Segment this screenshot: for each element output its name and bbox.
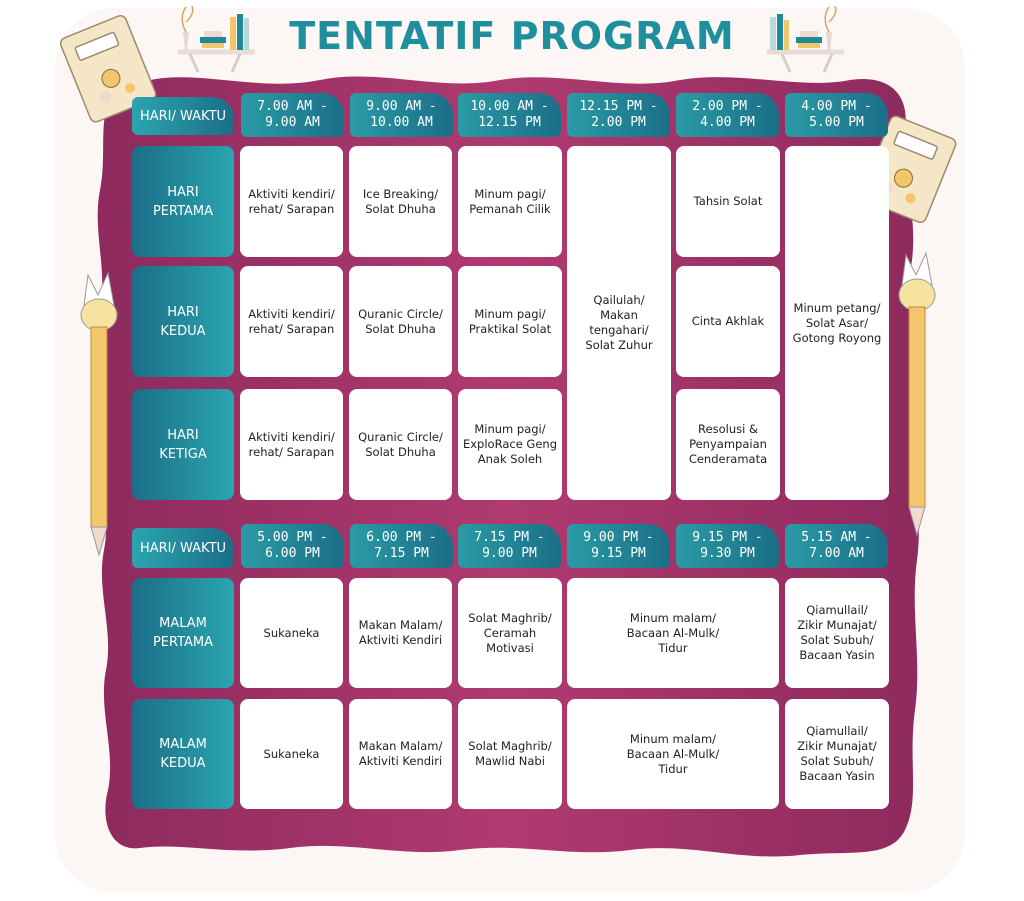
- activity-cell: Resolusi & Penyampaian Cenderamata: [676, 389, 780, 500]
- activity-cell: Aktiviti kendiri/ rehat/ Sarapan: [240, 146, 343, 257]
- day-header-label: HARI/ WAKTU: [132, 97, 234, 135]
- activity-cell-span: Minum petang/ Solat Asar/ Gotong Royong: [785, 146, 889, 500]
- activity-cell: Makan Malam/ Aktiviti Kendiri: [349, 699, 452, 809]
- shelf-left-icon: [170, 2, 260, 77]
- activity-cell: Tahsin Solat: [676, 146, 780, 257]
- activity-cell: Minum pagi/ Praktikal Solat: [458, 266, 562, 377]
- night-time-slot-3: 7.15 PM - 9.00 PM: [458, 524, 561, 568]
- activity-cell: Makan Malam/ Aktiviti Kendiri: [349, 578, 452, 688]
- activity-cell: Sukaneka: [240, 578, 343, 688]
- activity-cell: Quranic Circle/ Solat Dhuha: [349, 389, 452, 500]
- activity-cell: Quranic Circle/ Solat Dhuha: [349, 266, 452, 377]
- activity-cell: Minum pagi/ ExploRace Geng Anak Soleh: [458, 389, 562, 500]
- day-label-1: HARI PERTAMA: [132, 146, 234, 257]
- shelf-right-icon: [762, 2, 852, 77]
- day-time-slot-5: 2.00 PM - 4.00 PM: [676, 93, 779, 137]
- night-time-slot-2: 6.00 PM - 7.15 PM: [350, 524, 453, 568]
- page-title: TENTATIF PROGRAM: [289, 14, 735, 58]
- activity-cell: Solat Maghrib/ Mawlid Nabi: [458, 699, 562, 809]
- activity-cell-span: Minum malam/ Bacaan Al-Mulk/ Tidur: [567, 699, 779, 809]
- night-time-slot-4: 9.00 PM - 9.15 PM: [567, 524, 670, 568]
- activity-cell-span: Qailulah/ Makan tengahari/ Solat Zuhur: [567, 146, 671, 500]
- day-time-slot-6: 4.00 PM - 5.00 PM: [785, 93, 888, 137]
- day-label-3: HARI KETIGA: [132, 389, 234, 500]
- night-time-slot-1: 5.00 PM - 6.00 PM: [241, 524, 344, 568]
- night-header-label: HARI/ WAKTU: [132, 528, 234, 568]
- activity-cell-span: Minum malam/ Bacaan Al-Mulk/ Tidur: [567, 578, 779, 688]
- night-label-1: MALAM PERTAMA: [132, 578, 234, 688]
- night-time-slot-5: 9.15 PM - 9.30 PM: [676, 524, 779, 568]
- day-time-slot-2: 9.00 AM - 10.00 AM: [350, 93, 453, 137]
- activity-cell: Solat Maghrib/ Ceramah Motivasi: [458, 578, 562, 688]
- activity-cell: Cinta Akhlak: [676, 266, 780, 377]
- activity-cell: Aktiviti kendiri/ rehat/ Sarapan: [240, 389, 343, 500]
- day-time-slot-4: 12.15 PM - 2.00 PM: [567, 93, 670, 137]
- night-time-slot-6: 5.15 AM - 7.00 AM: [785, 524, 888, 568]
- activity-cell: Aktiviti kendiri/ rehat/ Sarapan: [240, 266, 343, 377]
- day-label-2: HARI KEDUA: [132, 266, 234, 377]
- activity-cell: Sukaneka: [240, 699, 343, 809]
- night-label-2: MALAM KEDUA: [132, 699, 234, 809]
- day-time-slot-3: 10.00 AM - 12.15 PM: [458, 93, 561, 137]
- activity-cell: Qiamullail/ Zikir Munajat/ Solat Subuh/ Bacaan Yasin: [785, 699, 889, 809]
- day-time-slot-1: 7.00 AM - 9.00 AM: [241, 93, 344, 137]
- activity-cell: Qiamullail/ Zikir Munajat/ Solat Subuh/ Bacaan Yasin: [785, 578, 889, 688]
- pencil-left-icon: [70, 265, 130, 565]
- activity-cell: Minum pagi/ Pemanah Cilik: [458, 146, 562, 257]
- pencil-right-icon: [888, 245, 948, 545]
- activity-cell: Ice Breaking/ Solat Dhuha: [349, 146, 452, 257]
